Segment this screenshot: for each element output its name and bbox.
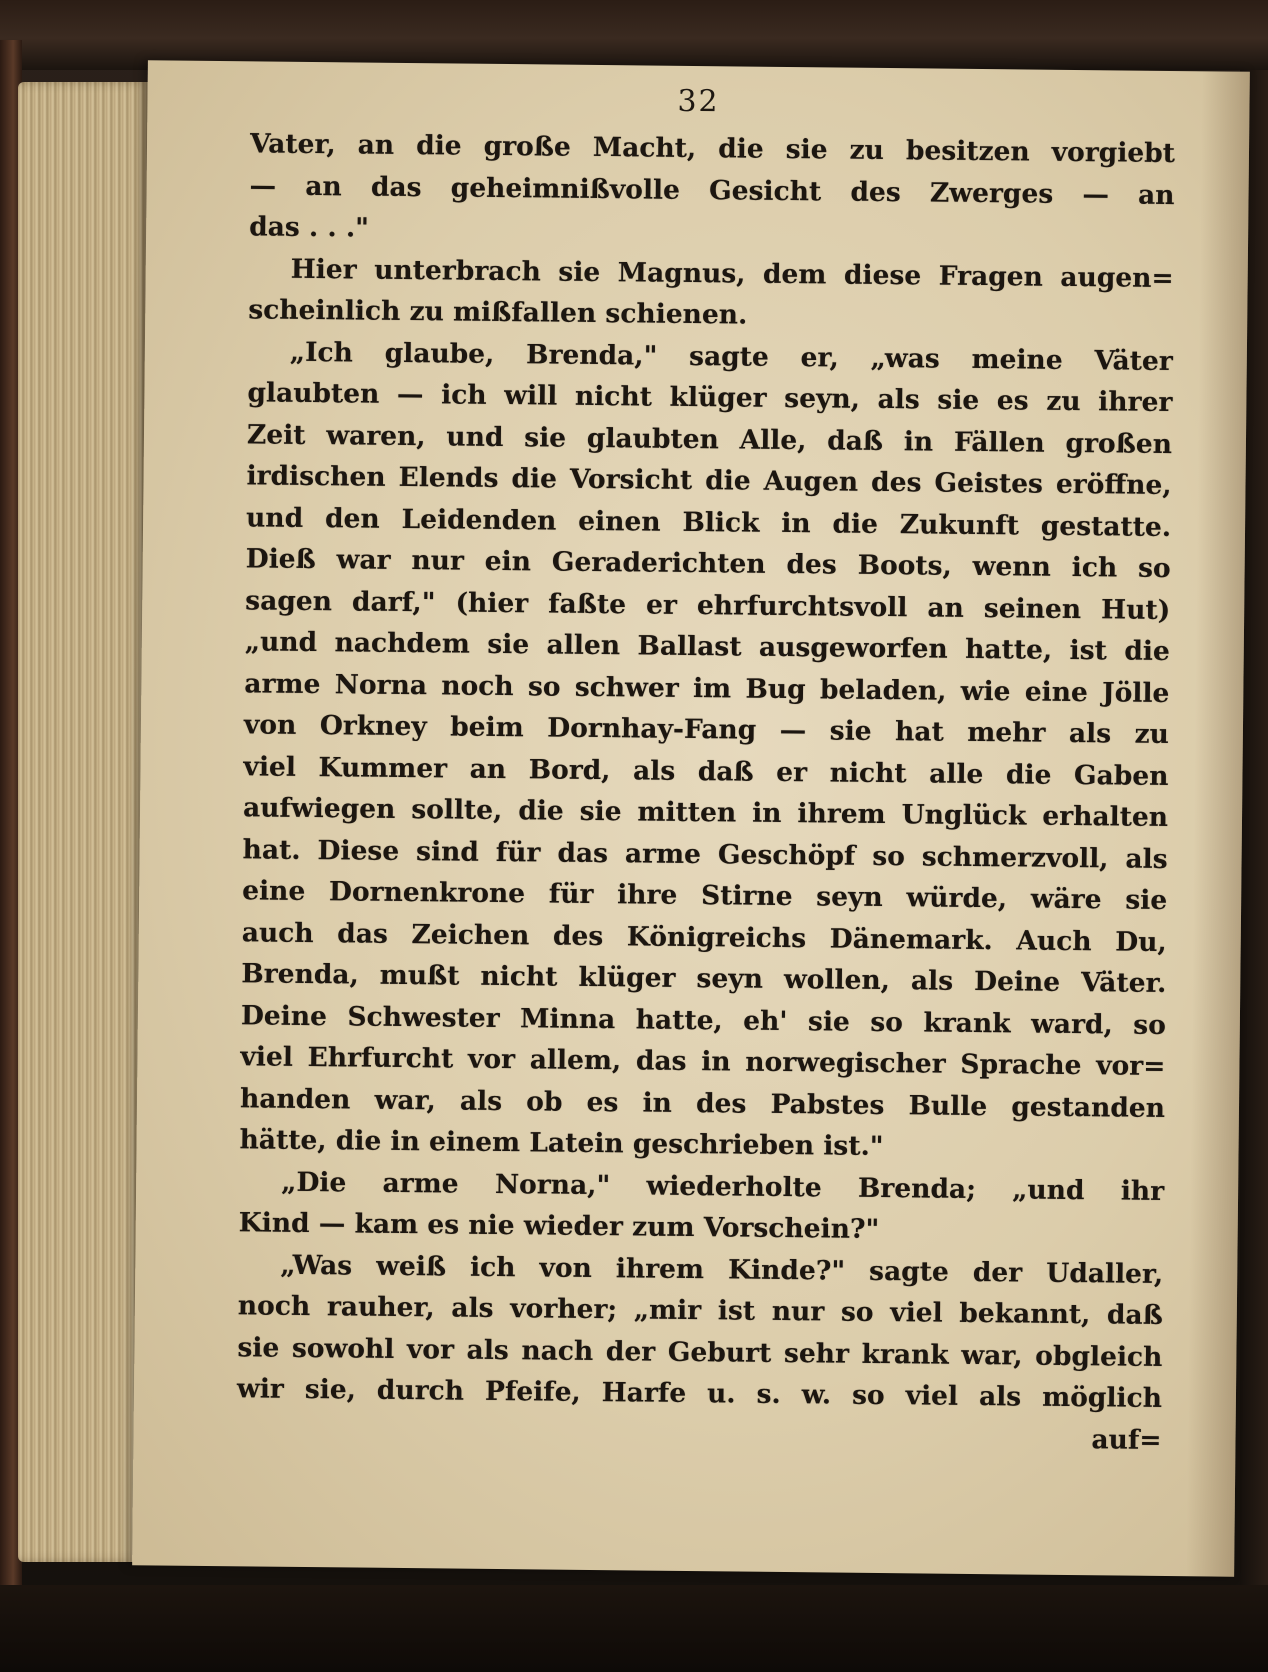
text-line: Brenda, mußt nicht klüger seyn wollen, als Deine Väter. (241, 958, 1167, 999)
text-line: irdischen Elends die Vorsicht die Augen des Geistes eröffne, (246, 460, 1172, 502)
text-line: viel Kummer an Bord, als daß er nicht alle die Gaben (243, 750, 1169, 792)
catchword: auf= (1091, 1423, 1162, 1456)
text-line: und den Leidenden einen Blick in die Zukunft gestatte. (245, 501, 1172, 543)
text-line: „und nachdem sie allen Ballast ausgeworfen hatte, ist die (244, 626, 1170, 668)
text-line: hätte, die in einem Latein geschrieben ist." (239, 1124, 884, 1163)
text-line: — an das geheimnißvolle Gesicht des Zwerges — an (249, 169, 1175, 211)
text-line: das . . ." (249, 211, 370, 244)
book-page (132, 60, 1250, 1576)
text-line: scheinlich zu mißfallen schienen. (248, 294, 748, 331)
text-line: handen war, als ob es in des Pabstes Bulle gestanden (239, 1082, 1166, 1124)
text-line: aufwiegen sollte, die sie mitten in ihrem Unglück erhalten (242, 792, 1169, 833)
text-line: „Ich glaube, Brenda," sagte er, „was meine Väter (289, 336, 1173, 377)
text-line: Kind — kam es nie wieder zum Vorschein?" (238, 1207, 880, 1245)
page-edges (18, 82, 148, 1562)
text-line: sie sowohl vor als nach der Geburt sehr krank war, obgleich (237, 1331, 1163, 1373)
book-cover-top (0, 0, 1268, 70)
text-line: Hier unterbrach sie Magnus, dem diese Fragen augen= (290, 253, 1174, 294)
text-line: glaubten — ich will nicht klüger seyn, als sie es zu ihrer (247, 377, 1173, 419)
text-line: Vater, an die große Macht, die sie zu besitzen vorgiebt (249, 128, 1176, 170)
background-bottom (0, 1585, 1268, 1672)
text-line: „Was weiß ich von ihrem Kinde?" sagte der Udaller, (280, 1249, 1164, 1290)
text-line: sagen darf," (hier faßte er ehrfurchtsvoll an seinen Hut) (245, 584, 1171, 626)
text-line: wir sie, durch Pfeife, Harfe u. s. w. so viel als möglich (236, 1373, 1163, 1414)
text-line: noch rauher, als vorher; „mir ist nur so viel bekannt, daß (237, 1290, 1163, 1331)
text-line: hat. Diese sind für das arme Geschöpf so schmerzvoll, als (242, 833, 1168, 875)
text-line: Zeit waren, und sie glaubten Alle, daß in Fällen großen (246, 418, 1173, 460)
text-line: arme Norna noch so schwer im Bug beladen, wie eine Jölle (244, 667, 1170, 709)
text-line: eine Dornenkrone für ihre Stirne seyn würde, wäre sie (242, 875, 1168, 916)
text-line: von Orkney beim Dornhay-Fang — sie hat mehr als zu (243, 709, 1170, 750)
text-line: viel Ehrfurcht vor allem, das in norwegischer Sprache vor= (240, 1041, 1166, 1082)
text-line: auch das Zeichen des Königreichs Dänemark. Auch Du, (241, 916, 1167, 958)
text-line: Deine Schwester Minna hatte, eh' sie so krank ward, so (240, 999, 1167, 1041)
text-line: Dieß war nur ein Geraderichten des Boots, wenn ich so (245, 543, 1171, 585)
page-number: 32 (677, 83, 720, 120)
body-text (236, 123, 1175, 1461)
text-line: „Die arme Norna," wiederholte Brenda; „und ihr (281, 1166, 1165, 1207)
